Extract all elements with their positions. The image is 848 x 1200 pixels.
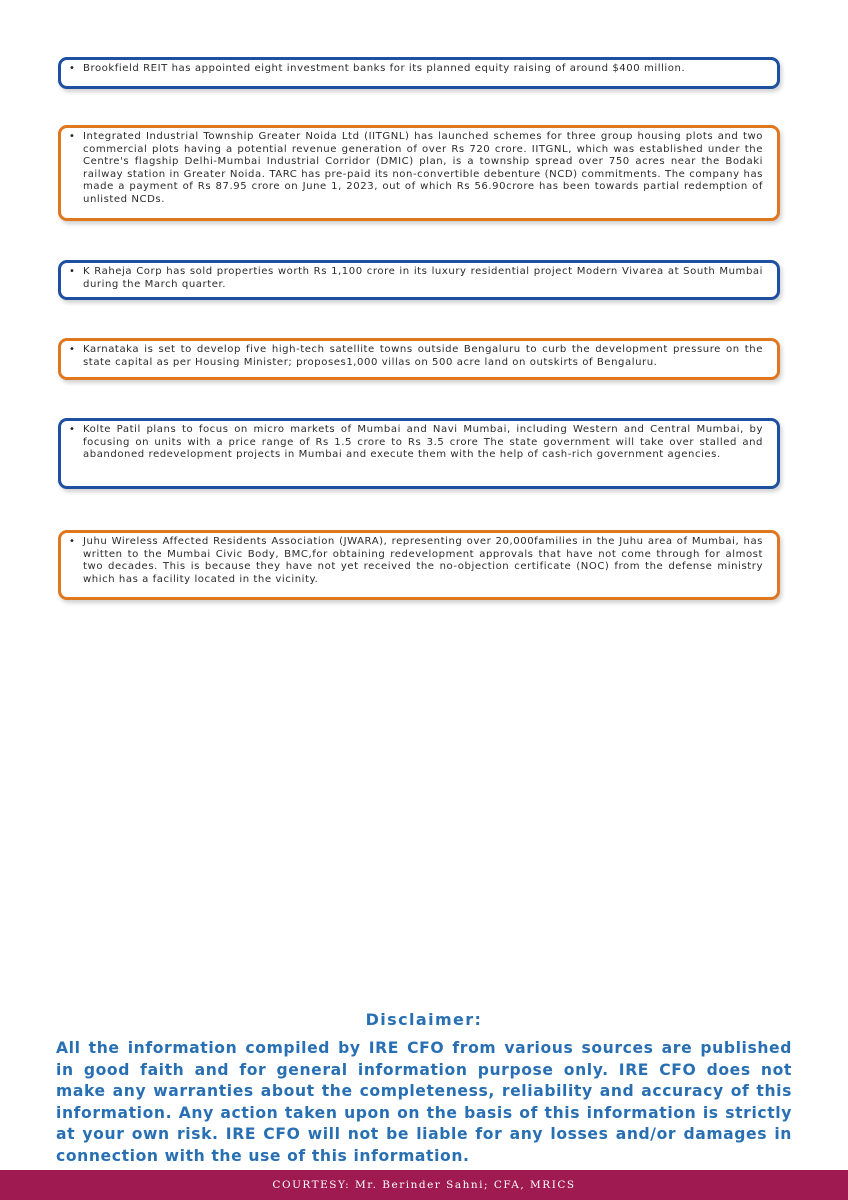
news-item-kolte-patil xyxy=(58,418,780,489)
news-item-text: • Juhu Wireless Affected Residents Association (JWARA), representing over 20,000families in the Juhu area of Mumbai, has written to the Mumbai Civic Body, BMC,for obtaining redevelopment approvals that have not come through for almost two decades. This is because they have not yet received the no-objection certificate (NOC) from the defense ministry which has a facility located in the vicinity. xyxy=(83,536,763,586)
news-item-karnataka xyxy=(58,338,780,380)
disclaimer-title: Disclaimer: xyxy=(365,1010,483,1029)
disclaimer-body: All the information compiled by IRE CFO from various sources are published in good faith and for general information purpose only. IRE CFO does not make any warranties about the completeness, reliability and accuracy of this information. Any action taken upon on the basis of this information is strictly at your own risk. IRE CFO will not be liable for any losses and/or damages in connection with the use of this information. xyxy=(56,1039,792,1165)
news-item-jwara xyxy=(58,530,780,600)
news-item-iitgnl xyxy=(58,125,780,221)
news-item-text: • K Raheja Corp has sold properties worth Rs 1,100 crore in its luxury residential project Modern Vivarea at South Mumbai during the March quarter. xyxy=(83,266,763,291)
news-item-text: • Brookfield REIT has appointed eight investment banks for its planned equity raising of around $400 million. xyxy=(83,63,763,76)
footer-courtesy: COURTESY: Mr. Berinder Sahni; CFA, MRICS xyxy=(272,1179,576,1191)
news-item-k-raheja xyxy=(58,260,780,300)
news-item-brookfield-reit xyxy=(58,57,780,89)
news-item-text: • Kolte Patil plans to focus on micro markets of Mumbai and Navi Mumbai, including Western and Central Mumbai, by focusing on units with a price range of Rs 1.5 crore to Rs 3.5 crore The state government will take over stalled and abandoned redevelopment projects in Mumbai and execute them with the help of cash-rich government agencies. xyxy=(83,424,763,462)
footer-bar xyxy=(0,1170,848,1200)
news-item-text: • Integrated Industrial Township Greater Noida Ltd (IITGNL) has launched schemes for three group housing plots and two commercial plots having a potential revenue generation of over Rs 720 crore. IITGNL, which was established under the Centre's flagship Delhi-Mumbai Industrial Corridor (DMIC) plan, is a township spread over 750 acres near the Bodaki railway station in Greater Noida. TARC has pre-paid its non-convertible debenture (NCD) commitments. The company has made a payment of Rs 87.95 crore on June 1, 2023, out of which Rs 56.90crore has been towards partial redemption of unlisted NCDs. xyxy=(83,131,763,207)
news-item-text: • Karnataka is set to develop five high-tech satellite towns outside Bengaluru to curb the development pressure on the state capital as per Housing Minister; proposes1,000 villas on 500 acre land on outskirts of Bengaluru. xyxy=(83,344,763,369)
